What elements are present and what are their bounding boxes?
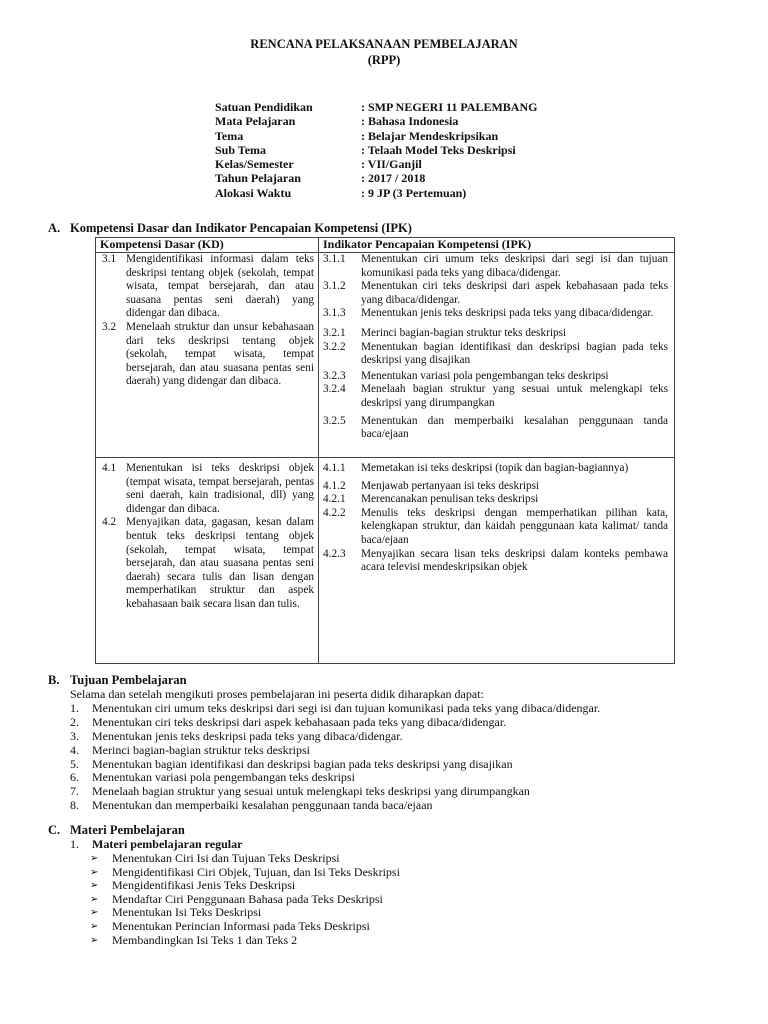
identity-row [215,186,537,200]
kd-item [96,462,318,516]
ipk-number: 4.2.3 [323,547,346,560]
kd-text: Menelaah struktur dan unsur kebahasaan dari teks deskripsi tentang objek (sekolah, tempat wisata, tempat bersejarah, dan atau suasana pentas seni daerah) yang didengar dan dibaca. [126,320,314,388]
ipk-cell-group-3 [319,253,675,458]
identity-label: Kelas/Semester [215,157,294,172]
ipk-item [319,415,674,442]
ipk-item [319,327,674,341]
materi-item [90,934,400,948]
arrow-bullet-icon: ➢ [90,853,99,864]
ipk-text: Menyajikan secara lisan teks deskripsi dalam konteks pembawa acara televisi mendeskripsikan objek [361,547,668,574]
section-b-title: Tujuan Pembelajaran [70,673,187,687]
arrow-bullet-icon: ➢ [90,934,99,946]
goal-text: Menentukan ciri umum teks deskripsi dari segi isi dan tujuan komunikasi pada teks yang dibaca/didengar. [92,701,601,715]
identity-label: Sub Tema [215,142,267,157]
kd-text: Menyajikan data, gagasan, kesan dalam bentuk teks deskripsi tentang objek (sekolah, tempat wisata, tempat bersejarah, dan atau suasana pentas seni daerah) secara tulis dan lisan dengan memperhatikan struktur dan aspek kebahasaan baik secara lisan dan tulis. [126,516,314,610]
section-a-title: Kompetensi Dasar dan Indikator Pencapaian Kompetensi (IPK) [70,221,412,235]
identity-row [215,157,537,171]
ipk-item [319,307,674,321]
goal-number: 4. [70,742,79,757]
ipk-number: 4.2.2 [323,506,346,519]
materi-text: Menentukan Perincian Informasi pada Teks Deskripsi [112,918,370,933]
goal-number: 1. [70,701,79,715]
ipk-item [319,341,674,368]
learning-goals-list [70,702,600,813]
document-subtitle: (RPP) [367,53,401,67]
kd-text: Mengidentifikasi informasi dalam teks deskripsi tentang objek (sekolah, tempat wisata, tempat bersejarah, dan atau suasana pentas seni daerah) yang didengar dan dibaca. [126,253,314,320]
ipk-number: 4.1.1 [323,462,346,474]
ipk-item [319,480,674,494]
materi-item [90,879,400,893]
arrow-bullet-icon: ➢ [90,920,99,932]
goal-text: Menentukan dan memperbaiki kesalahan penggunaan tanda baca/ejaan [92,798,433,813]
identity-value: : 9 JP (3 Pertemuan) [361,185,467,200]
ipk-number: 3.2.2 [323,340,346,353]
identity-label: Alokasi Waktu [215,185,292,200]
ipk-number: 3.1.2 [323,280,346,293]
goal-number: 2. [70,714,79,729]
identity-value: : 2017 / 2018 [361,171,426,186]
document-title: RENCANA PELAKSANAAN PEMBELAJARAN [250,37,518,51]
materi-item [90,906,400,920]
identity-row [215,129,537,143]
materi-text: Menentukan Isi Teks Deskripsi [112,905,262,920]
materi-item [90,866,400,880]
identity-row [215,171,537,185]
goal-text: Merinci bagian-bagian struktur teks deskripsi [92,742,310,757]
goal-item [70,744,600,758]
goal-item [70,799,600,813]
goal-number: 3. [70,728,79,743]
kd-cell-group-4 [96,458,319,664]
ipk-item [319,507,674,548]
goal-number: 5. [70,756,79,771]
identity-row [215,114,537,128]
goal-number: 8. [70,798,79,813]
materi-item [90,920,400,934]
section-b-letter: B. [48,673,60,687]
materi-text: Mendaftar Ciri Penggunaan Bahasa pada Teks Deskripsi [112,891,383,906]
ipk-text: Menentukan bagian identifikasi dan deskripsi bagian pada teks deskripsi yang disajikan [361,340,668,367]
ipk-text: Menentukan variasi pola pengembangan teks deskripsi [361,369,609,382]
competency-table [95,237,675,664]
materi-sub-number: 1. [70,837,79,851]
ipk-cell-group-4 [319,458,675,664]
goal-item [70,785,600,799]
goal-number: 7. [70,784,79,799]
identity-label: Mata Pelajaran [215,114,296,129]
ipk-number: 4.1.2 [323,479,346,492]
ipk-number: 3.2.5 [323,414,346,427]
ipk-item [319,383,674,410]
kd-number: 3.2 [102,320,117,333]
ipk-text: Merencanakan penulisan teks deskripsi [361,493,539,506]
kd-number: 4.1 [102,462,117,474]
materi-subheading [70,838,242,852]
ipk-number: 3.2.1 [323,326,346,339]
identity-block [215,100,537,200]
goal-text: Menentukan ciri teks deskripsi dari aspek kebahasaan pada teks yang dibaca/didengar. [92,714,507,729]
arrow-bullet-icon: ➢ [90,907,99,919]
ipk-number: 3.1.1 [323,253,346,265]
materi-list [90,852,400,947]
goal-item [70,758,600,772]
goal-item [70,730,600,744]
section-b-intro: Selama dan setelah mengikuti proses pembelajaran ini peserta didik diharapkan dapat: [70,687,484,701]
materi-item [90,893,400,907]
ipk-text: Menentukan ciri teks deskripsi dari aspek kebahasaan pada teks yang dibaca/didengar. [361,280,668,306]
ipk-item [319,280,674,307]
materi-text: Mengidentifikasi Jenis Teks Deskripsi [112,878,296,893]
ipk-item [319,493,674,507]
kd-column-header: Kompetensi Dasar (KD) [96,238,319,253]
ipk-number: 3.2.4 [323,383,346,396]
identity-label: Tema [215,128,244,143]
arrow-bullet-icon: ➢ [90,880,99,892]
ipk-item [319,253,674,280]
kd-item [96,253,318,321]
identity-row [215,143,537,157]
kd-number: 3.1 [102,253,117,265]
kd-number: 4.2 [102,516,117,529]
ipk-item [319,370,674,384]
section-c-heading [48,824,185,838]
arrow-bullet-icon: ➢ [90,866,99,878]
ipk-text: Memetakan isi teks deskripsi (topik dan bagian-bagiannya) [361,462,629,474]
ipk-item [319,462,674,476]
identity-row [215,100,537,114]
ipk-column-header: Indikator Pencapaian Kompetensi (IPK) [319,238,675,253]
identity-value: : Telaah Model Teks Deskripsi [361,142,516,157]
kd-text: Menentukan isi teks deskripsi objek (tempat wisata, tempat bersejarah, pentas seni daerah, kain tradisional, dll) yang didengar dan dibaca. [126,462,314,515]
identity-label: Tahun Pelajaran [215,171,301,186]
ipk-text: Menelaah bagian struktur yang sesuai untuk melengkapi teks deskripsi yang dirumpangkan [361,383,668,409]
identity-value: : Belajar Mendeskripsikan [361,128,499,143]
identity-value: : SMP NEGERI 11 PALEMBANG [361,100,538,114]
goal-text: Menentukan jenis teks deskripsi pada teks yang dibaca/didengar. [92,728,403,743]
section-c-title: Materi Pembelajaran [70,823,185,837]
section-c-letter: C. [48,823,61,837]
ipk-text: Menentukan ciri umum teks deskripsi dari segi isi dan tujuan komunikasi pada teks yang dibaca/didengar. [361,253,668,279]
goal-item [70,716,600,730]
goal-item [70,702,600,716]
ipk-text: Merinci bagian-bagian struktur teks deskripsi [361,326,567,339]
ipk-number: 3.2.3 [323,369,346,382]
goal-item [70,771,600,785]
materi-text: Mengidentifikasi Ciri Objek, Tujuan, dan Isi Teks Deskripsi [112,864,400,879]
section-a-letter: A. [48,221,61,235]
identity-label: Satuan Pendidikan [215,100,313,114]
goal-number: 6. [70,770,79,785]
kd-item [96,516,318,611]
ipk-text: Menulis teks deskripsi dengan memperhatikan pilihan kata, kelengkapan struktur, dan kaidah penggunaan kata kalimat/ tanda baca/ejaan [361,506,668,546]
identity-value: : Bahasa Indonesia [361,114,459,129]
materi-sub-title: Materi pembelajaran regular [92,837,243,851]
ipk-text: Menentukan dan memperbaiki kesalahan penggunaan tanda baca/ejaan [361,414,668,441]
goal-text: Menelaah bagian struktur yang sesuai untuk melengkapi teks deskripsi yang dirumpangkan [92,784,530,799]
materi-text: Membandingkan Isi Teks 1 dan Teks 2 [112,932,298,947]
identity-value: : VII/Ganjil [361,157,422,172]
goal-text: Menentukan bagian identifikasi dan deskripsi bagian pada teks deskripsi yang disajikan [92,756,513,771]
kd-cell-group-3 [96,253,319,458]
kd-item [96,321,318,389]
section-b-heading [48,674,187,688]
materi-text: Menentukan Ciri Isi dan Tujuan Teks Deskripsi [112,851,340,865]
arrow-bullet-icon: ➢ [90,893,99,905]
ipk-text: Menentukan jenis teks deskripsi pada teks yang dibaca/didengar. [361,307,654,320]
section-a-heading [48,222,412,236]
materi-item [90,852,400,866]
goal-text: Menentukan variasi pola pengembangan teks deskripsi [92,770,355,785]
ipk-item [319,548,674,575]
ipk-text: Menjawab pertanyaan isi teks deskripsi [361,479,540,492]
ipk-number: 4.2.1 [323,493,346,506]
ipk-number: 3.1.3 [323,307,346,320]
